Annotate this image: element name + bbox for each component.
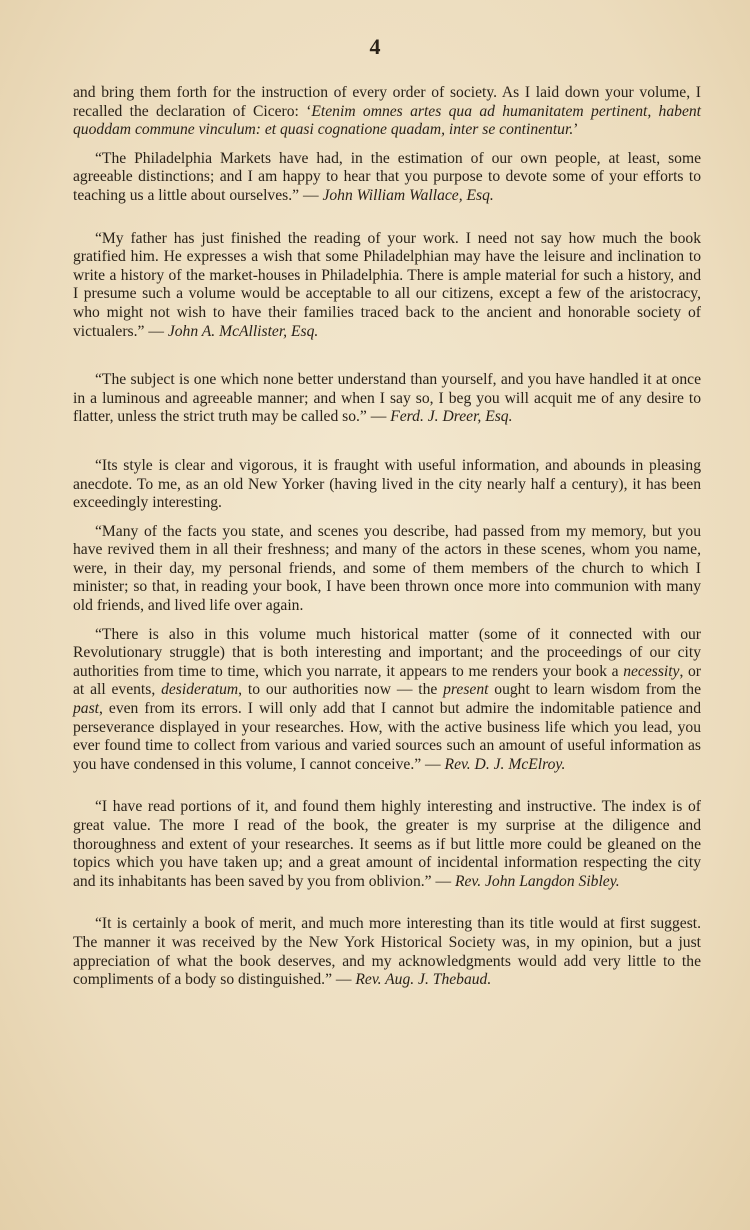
quote-mcallister (73, 230, 701, 342)
quote-sibley (73, 798, 701, 891)
italic-text: past (73, 700, 99, 718)
text-run: “It is certainly a book of merit, and much more interesting than its title would at first suggest. The manner it was received by the New York Historical Society was, in my opinion, but a just appreciation of what the book deserves, and my acknowledgments would add very little to the compliments of a body so distinguished.” — (73, 915, 701, 989)
page-body (73, 84, 701, 990)
text-run: “The Philadelphia Markets have had, in the estimation of our own people, at least, some agreeable distinctions; and I am happy to hear that you purpose to devote some of your efforts to teaching us a little about ourselves.” — (73, 149, 701, 204)
quote-mcelroy-style (73, 457, 701, 513)
italic-text: Rev. John Langdon Sibley. (454, 872, 620, 890)
italic-text: Rev. D. J. McElroy. (444, 755, 566, 773)
text-run: , even from its errors. I will only add that I cannot but admire the indomitable patience and perseverance displayed in your researches. How, with the active business life which you lead, you ever found time to collect from various and varied sources such an amount of useful information as you have condensed in this volume, I cannot conceive.” — (73, 700, 701, 773)
italic-text: necessity (623, 662, 680, 680)
italic-text: John William Wallace, Esq. (322, 186, 494, 204)
text-run: and bring them forth for the instruction of every order of society. As I laid down your volume, I recalled the declaration of Cicero: ‘ (73, 84, 701, 120)
text-run: “There is also in this volume much historical matter (some of it connected with our Revolutionary struggle) that is both interesting and important; and the proceedings of our city authorities from time to time, which you narrate, it appears to me renders your book a (73, 625, 701, 680)
quote-thebaud (73, 915, 701, 989)
italic-text: Etenim omnes artes qua ad humanitatem pertinent, habent quoddam commune vinculum: et quasi cognatione quadam, inter se continentur. (73, 102, 701, 139)
text-run: “The subject is one which none better understand than yourself, and you have handled it at once in a luminous and agreeable manner; and when I say so, I beg you will acquit me of any desire to flatter, unless the strict truth may be called so.” — (73, 371, 701, 426)
text-run: “Its style is clear and vigorous, it is fraught with useful information, and abounds in pleasing anecdote. To me, as an old New Yorker (having lived in the city nearly half a century), it has been exceedingly interesting. (73, 456, 701, 512)
text-run: “I have read portions of it, and found them highly interesting and instructive. The index is of great value. The more I read of the book, the greater is my surprise at the diligence and thoroughness and extent of your researches. It seems as if but little more could be gleaned on the topics which you have taken up; and a great amount of incidental information respecting the city and its inhabitants has been saved by you from oblivion.” — (73, 798, 701, 890)
italic-text: Rev. Aug. J. Thebaud. (355, 971, 492, 989)
quote-dreer (73, 371, 701, 427)
quote-mcelroy-memory (73, 523, 701, 616)
text-run: ought to learn wisdom from the (488, 681, 701, 699)
page-number: 4 (369, 34, 381, 59)
text-run: “Many of the facts you state, and scenes you describe, had passed from my memory, but you have revived them in all their freshness; and many of the actors in these scenes, whom you name, were, in their day, my personal friends, and some of them members of the church to which I minister; so that, in reading your book, I have been thrown once more into communion with many old friends, and lived life over again. (73, 522, 701, 615)
text-run: “My father has just finished the reading of your work. I need not say how much the book gratified him. He expresses a wish that some Philadelphian may have the leisure and inclination to write a history of the market-houses in Philadelphia. There is ample material for such a history, and I presume such a volume would be acceptable to all our citizens, except a few of the aristocracy, who might not wish to have their families traced back to the ancient and honorable society of victualers.” — (73, 229, 701, 340)
text-run: , to our authorities now — the (238, 681, 444, 699)
text-run: , or at all events, (73, 662, 701, 699)
italic-text: Ferd. J. Dreer, Esq. (390, 408, 513, 426)
text-run: ’ (573, 121, 579, 139)
quote-wallace (73, 150, 701, 206)
italic-text: desideratum (161, 681, 239, 699)
italic-text: John A. McAllister, Esq. (167, 322, 319, 340)
paragraph-cicero (73, 84, 701, 140)
italic-text: present (443, 681, 489, 699)
quote-mcelroy-history (73, 626, 701, 775)
